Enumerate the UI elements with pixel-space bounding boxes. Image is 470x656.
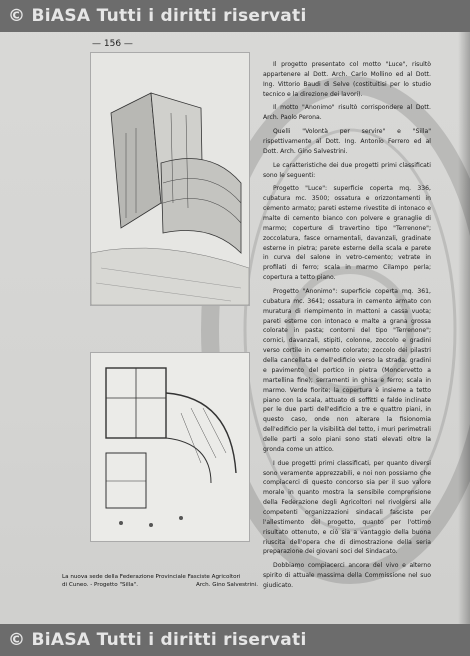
article-text-column: [263, 60, 431, 595]
floor-plan-drawing: [90, 352, 250, 542]
paragraph: Il motto "Anonimo" risultò corrispondere al Dott. Arch. Paolo Perona.: [263, 104, 431, 122]
caption-line-1: La nuova sede della Federazione Provinciale Fasciste Agricoltori: [62, 574, 241, 580]
copyright-watermark-bottom: © BiASA Tutti i diritti riservati: [0, 624, 470, 656]
page-edge-shadow: [458, 32, 470, 624]
perspective-drawing: [90, 52, 250, 306]
caption-project-name: di Cuneo. - Progetto "Silla".: [62, 581, 139, 588]
paragraph: I due progetti primi classificati, per quanto diversi sono veramente apprezzabili, e noi non possiamo che compiacerci di questo concorso sia per il suo valore morale in quanto mostra la sensibile comprensione della Federazione degli Agricoltori nel rivolgersi alle competenti organizzazioni sindacali fasciste per l'allestimento del progetto, quanto per l'ottimo risultato ottenuto, e ciò sia a vantaggio della buona riuscita dell'opera che di dimostrazione della seria preparazione dei giovani soci del Sindacato.: [263, 459, 431, 556]
paragraph: Progetto "Luce": superficie coperta mq. 336, cubatura mc. 3500; ossatura e orizzontamenti in cemento armato; pareti esterne rivestite di intonaco e malte di cemento bianco con polvere e granaglie di marmo; coperture di travertino tipo "Terrenone"; zoccolatura, fasce ornamentali, davanzali, gradinate esterne in pietra; parete esterne della scala e parete in curva del salone in vetro-cemento; vetrate in profilati di ferro; scala in marmo Cilampo perla; copertura a tetto piano.: [263, 185, 431, 282]
paragraph: Il progetto presentato col motto "Luce", risultò appartenere al Dott. Arch. Carlo Mollino ed al Dott. Ing. Vittorio Baudi di Selve (costituitisi per lo studio tecnico e la direzione dei lavori).: [263, 61, 431, 98]
building-perspective-sketch: [91, 53, 249, 305]
caption-architect: Arch. Gino Salvestrini.: [196, 581, 258, 588]
figure-caption: [62, 574, 258, 589]
paragraph: Dobbiamo compiacerci ancora del vivo e alterno spirito di attuale massima della Commissione nel suo giudicato.: [263, 562, 431, 589]
building-floor-plan: [91, 353, 249, 541]
paragraph: Le caratteristiche dei due progetti primi classificati sono le seguenti:: [263, 161, 431, 179]
paragraph: Quelli "Volontà per servire" e "Silla" rispettivamente al Dott. Ing. Antonio Ferrero ed al Dott. Arch. Gino Salvestrini.: [263, 128, 431, 155]
page-number: — 156 —: [92, 39, 133, 49]
paragraph: Progetto "Anonimo": superficie coperta mq. 361, cubatura mc. 3641; ossatura in cemento armato con muratura di riempimento in mattoni a cassa vuota; pareti esterne con intonaco e malte a grana grossa colorate in pasta; contorni del tipo "Terrenone"; cornici, davanzali, stipiti, colonne, zoccolo e gradini verso cortile in cemento colorato; zoccolo dei pilastri della cancellata e dell'edificio verso la strada, gradini e pavimento del portico in pietra (Moncervetto a martellina fine); serramenti in ghisa e ferro; scala in marmo. Verde fiorite; la copertura è insieme a tetto piano con la scala, attuato di soffitti e falde inclinate per le due parti dell'edificio a tre e quattro piani, in questo caso, onde non alterare la fisionomia dell'edificio per la visibilità del tetto, i muri perimetrali delle parti a solo piani sono stati elevati oltre la gronda come un attico.: [263, 288, 431, 453]
copyright-watermark-top: © BiASA Tutti i diritti riservati: [0, 0, 470, 32]
